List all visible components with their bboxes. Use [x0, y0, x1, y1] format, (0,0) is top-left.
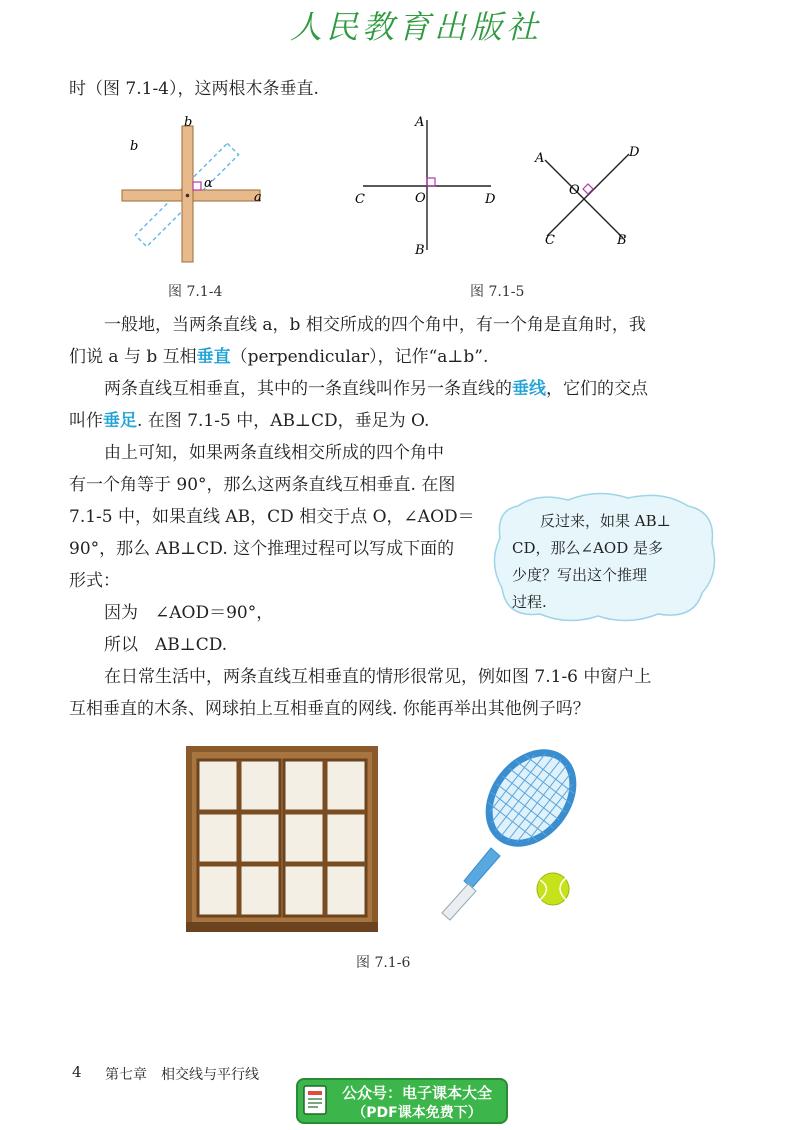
text-line-intro: 时（图 7.1-4），这两根木条垂直.: [69, 79, 319, 99]
racket-head: [472, 748, 586, 860]
window-illustration: [186, 746, 378, 932]
text-span: 两条直线互相垂直，其中的一条直线叫作另一条直线的: [104, 379, 512, 399]
figure-7-1-5-right: [525, 140, 655, 255]
banner-line1: 公众号：电子课本大全: [341, 1084, 492, 1102]
publisher-logo-text: 人民教育出版社: [290, 8, 543, 46]
label-D: D: [629, 145, 640, 160]
figure-7-1-5-left: [345, 110, 505, 260]
keyword-perpendicular: 垂直: [196, 347, 231, 367]
label-C: C: [355, 192, 365, 207]
paragraph-examples-line2: 互相垂直的木条、网球拍上互相垂直的网线. 你能再举出其他例子吗？: [69, 699, 590, 719]
line-CD: [547, 154, 629, 236]
page-header: [0, 0, 800, 48]
label-C: C: [545, 233, 555, 248]
chapter-title: 第七章 相交线与平行线: [105, 1067, 259, 1083]
text-span: . 在图 7.1-5 中，AB⊥CD，垂足为 O.: [137, 411, 430, 431]
right-angle-mark: [193, 182, 201, 190]
reasoning-therefore: 所以 AB⊥CD.: [104, 635, 228, 655]
figure-7-1-4: [110, 110, 280, 270]
pivot-point: [186, 194, 190, 198]
paragraph-reasoning-line3: 7.1-5 中，如果直线 AB，CD 相交于点 O，∠AOD＝: [69, 507, 475, 527]
caption-figure-7-1-5: 图 7.1-5: [470, 284, 525, 300]
bubble-line: 过程.: [512, 593, 547, 611]
text-span: 们说 a 与 b 互相: [69, 347, 197, 367]
paragraph-reasoning-line2: 有一个角等于 90°，那么这两条直线互相垂直. 在图: [69, 475, 456, 495]
paragraph-perpendicular-line2: [69, 405, 429, 437]
promo-banner[interactable]: [296, 1078, 508, 1124]
label-A: A: [415, 115, 425, 130]
bubble-line: CD，那么∠AOD 是多: [512, 539, 663, 557]
caption-figure-7-1-4: 图 7.1-4: [168, 284, 223, 300]
label-O: O: [569, 183, 580, 198]
tennis-ball: [537, 873, 569, 905]
bubble-line: 反过来，如果 AB⊥: [540, 512, 671, 530]
paragraph-perpendicular-line1: [104, 373, 648, 405]
text-span: 叫作: [69, 411, 103, 431]
book-icon: [302, 1084, 330, 1118]
paragraph-reasoning-line1: 由上可知，如果两条直线相交所成的四个角中: [104, 443, 444, 463]
paragraph-definition-line1: 一般地，当两条直线 a，b 相交所成的四个角中，有一个角是直角时，我: [104, 315, 646, 335]
label-b-rotated: b: [130, 139, 139, 154]
bubble-text: [512, 508, 702, 616]
paragraph-reasoning-line4: 90°，那么 AB⊥CD. 这个推理过程可以写成下面的: [69, 539, 455, 559]
tennis-racket-illustration: [436, 748, 586, 923]
racket-throat: [464, 848, 500, 888]
label-B: B: [617, 233, 627, 248]
label-a: a: [254, 190, 262, 205]
racket-handle: [442, 884, 476, 920]
bubble-line: 少度？写出这个推理: [512, 566, 648, 584]
label-alpha: α: [204, 176, 213, 191]
window-sill: [186, 922, 378, 932]
paragraph-definition-line2: [69, 341, 488, 373]
page-number: 4: [72, 1063, 82, 1081]
paragraph-reasoning-line5: 形式：: [69, 571, 120, 591]
text-span: ，它们的交点: [546, 379, 648, 399]
banner-line2: （PDF课本免费下）: [352, 1105, 482, 1121]
label-B: B: [415, 243, 425, 258]
keyword-foot-of-perpendicular: 垂足: [103, 411, 137, 431]
text-span: （perpendicular），记作“a⊥b”.: [230, 347, 489, 367]
reasoning-because: 因为 ∠AOD＝90°，: [104, 603, 274, 623]
paragraph-examples-line1: 在日常生活中，两条直线互相垂直的情形很常见，例如图 7.1-6 中窗户上: [104, 667, 652, 687]
right-angle-mark: [583, 184, 593, 194]
keyword-perpendicular-line: 垂线: [512, 379, 546, 399]
right-angle-mark: [427, 178, 435, 186]
label-D: D: [485, 192, 496, 207]
label-A: A: [535, 151, 545, 166]
caption-figure-7-1-6: 图 7.1-6: [356, 955, 411, 971]
label-O: O: [415, 191, 426, 206]
label-b: b: [184, 115, 193, 130]
